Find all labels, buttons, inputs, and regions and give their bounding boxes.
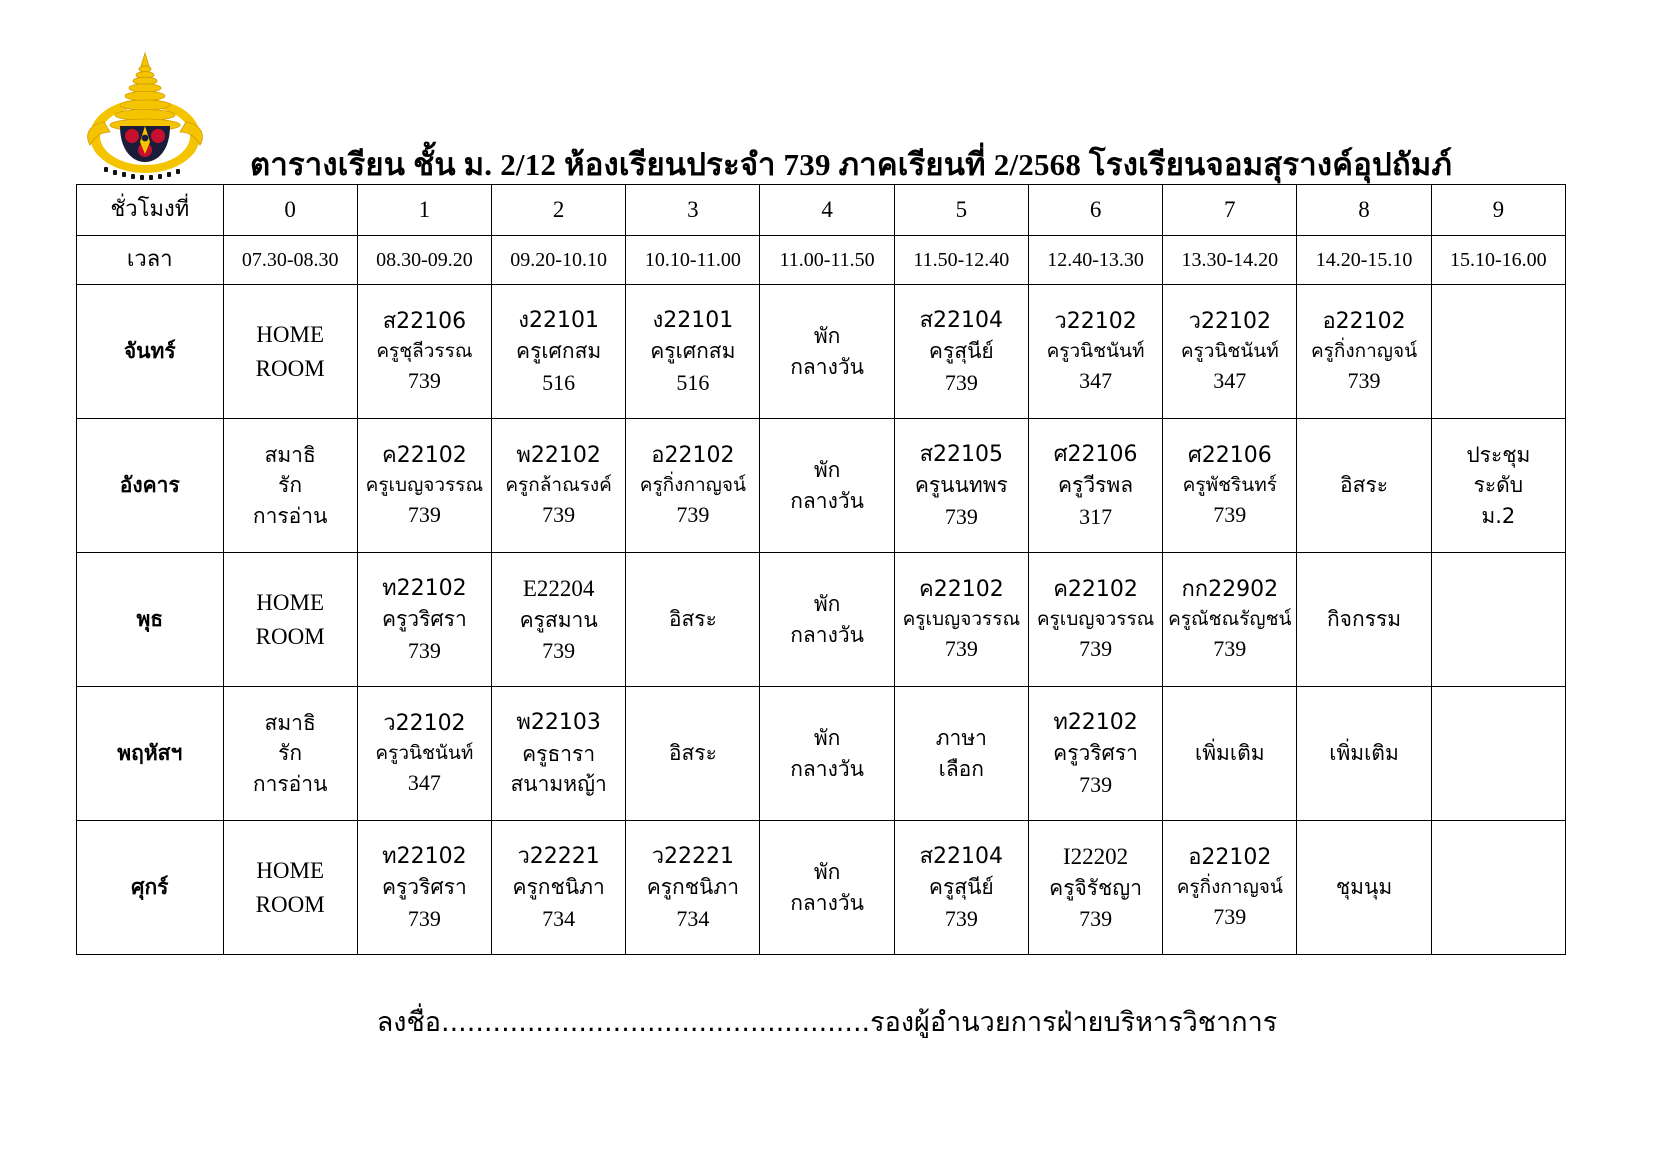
cell-line-thai: ครูกชนิภา: [512, 875, 605, 900]
cell-line-room: 734: [676, 905, 710, 931]
period-number-5: 5: [894, 185, 1028, 236]
cell-line-latin: ROOM: [255, 623, 325, 649]
schedule-cell-0-5[interactable]: [894, 285, 1028, 419]
schedule-cell-4-6[interactable]: [1028, 821, 1162, 955]
schedule-cell-0-7[interactable]: [1163, 285, 1297, 419]
period-number-6: 6: [1028, 185, 1162, 236]
schedule-cell-0-6[interactable]: [1028, 285, 1162, 419]
period-number-4: 4: [760, 185, 894, 236]
schedule-table-container: [76, 184, 1566, 955]
cell-line-room: 516: [676, 369, 710, 395]
time-slot-3: 10.10-11.00: [626, 236, 760, 285]
schedule-cell-4-1[interactable]: [357, 821, 491, 955]
schedule-cell-2-3[interactable]: [626, 553, 760, 687]
day-label-1: อังคาร: [77, 419, 224, 553]
cell-line-thai: ครูเบญจวรรณ: [902, 607, 1021, 630]
schedule-cell-3-2[interactable]: [492, 687, 626, 821]
cell-content: [1029, 687, 1162, 820]
cell-line-thai: ชุมนุม: [1335, 875, 1393, 900]
cell-line-codethai: ค22102: [1053, 576, 1138, 602]
cell-line-codethai: ส22104: [919, 307, 1004, 333]
schedule-cell-2-4[interactable]: [760, 553, 894, 687]
cell-content: [1297, 821, 1430, 954]
cell-content: [224, 553, 357, 686]
cell-line-thai: ครูกิ่งกาญจน์: [1176, 875, 1283, 898]
cell-line-room: 739: [407, 368, 441, 394]
cell-line-codethai: กก22902: [1181, 576, 1279, 602]
cell-line-codethai: ท22102: [382, 843, 467, 869]
time-slot-0: 07.30-08.30: [223, 236, 357, 285]
cell-line-codethai: ศ22106: [1187, 442, 1272, 468]
cell-line-thai: ครูวริศรา: [381, 607, 467, 632]
cell-line-thai: พัก: [813, 860, 841, 885]
cell-line-thai: รัก: [278, 473, 303, 498]
cell-content: [895, 553, 1028, 686]
schedule-row: [77, 419, 1566, 553]
schedule-row: [77, 553, 1566, 687]
period-number-3: 3: [626, 185, 760, 236]
schedule-cell-0-8[interactable]: [1297, 285, 1431, 419]
cell-line-thai: ครูสุนีย์: [928, 339, 994, 364]
schedule-cell-2-9[interactable]: [1431, 553, 1565, 687]
cell-content: [1297, 419, 1430, 552]
cell-line-thai: ม.2: [1481, 503, 1516, 528]
schedule-cell-1-4[interactable]: [760, 419, 894, 553]
cell-content: [1163, 687, 1296, 820]
schedule-table: [76, 184, 1566, 955]
cell-line-room: 739: [944, 636, 978, 662]
cell-line-thai: ครูวนิชนันท์: [375, 741, 474, 764]
time-header-row: [77, 236, 1566, 285]
cell-line-codethai: ว22102: [1188, 308, 1271, 334]
cell-line-room: 739: [542, 502, 576, 528]
schedule-cell-0-0[interactable]: [223, 285, 357, 419]
cell-line-codethai: ท22102: [1053, 709, 1138, 735]
cell-line-latin: HOME: [256, 322, 325, 348]
cell-line-thai: ครูวริศรา: [1053, 741, 1138, 766]
cell-line-thai: ครูจิรัชญา: [1049, 876, 1142, 900]
signature-line: ลงชื่อ..................................................รองผู้อำนวยการฝ่ายบริหารวิชาการ: [376, 1007, 1278, 1038]
cell-content: [1432, 821, 1565, 954]
schedule-cell-3-5[interactable]: [894, 687, 1028, 821]
schedule-cell-0-4[interactable]: [760, 285, 894, 419]
cell-content: [626, 553, 759, 686]
cell-line-thai: ครูชุลีวรรณ: [376, 339, 473, 362]
cell-line-thai: กลางวัน: [790, 622, 864, 647]
cell-line-codethai: พ22102: [516, 442, 601, 468]
cell-content: [492, 553, 625, 686]
cell-line-room: 739: [944, 905, 978, 931]
period-number-0: 0: [223, 185, 357, 236]
time-slot-1: 08.30-09.20: [357, 236, 491, 285]
cell-line-thai: การอ่าน: [252, 503, 328, 528]
cell-line-room: 734: [542, 905, 576, 931]
day-label-2: พุธ: [77, 553, 224, 687]
time-row-label: เวลา: [77, 236, 224, 285]
schedule-cell-1-0[interactable]: [223, 419, 357, 553]
schedule-cell-2-2[interactable]: [492, 553, 626, 687]
schedule-cell-2-0[interactable]: [223, 553, 357, 687]
cell-line-room: 317: [1079, 503, 1113, 529]
cell-line-room: 739: [1347, 368, 1381, 394]
schedule-cell-3-8[interactable]: [1297, 687, 1431, 821]
cell-content: [358, 687, 491, 820]
schedule-cell-4-9[interactable]: [1431, 821, 1565, 955]
cell-line-codethai: พ22103: [516, 710, 601, 736]
schedule-cell-3-3[interactable]: [626, 687, 760, 821]
cell-content: [895, 687, 1028, 820]
cell-content: [358, 553, 491, 686]
cell-line-codethai: ส22106: [382, 308, 467, 334]
cell-content: [1029, 821, 1162, 954]
cell-line-thai: ครูเบญจวรรณ: [365, 473, 484, 496]
cell-content: [224, 687, 357, 820]
cell-content: [1297, 285, 1430, 418]
cell-content: [224, 419, 357, 552]
cell-content: [358, 821, 491, 954]
cell-line-thai: ครูวีรพล: [1058, 473, 1134, 498]
cell-content: [895, 285, 1028, 418]
cell-line-thai: ครูกิ่งกาญจน์: [1310, 339, 1418, 362]
cell-content: [626, 821, 759, 954]
cell-content: [492, 285, 625, 418]
schedule-cell-3-1[interactable]: [357, 687, 491, 821]
cell-content: [1432, 285, 1565, 418]
schedule-cell-1-6[interactable]: [1028, 419, 1162, 553]
cell-line-thai: อิสระ: [1340, 473, 1389, 498]
schedule-cell-1-5[interactable]: [894, 419, 1028, 553]
schedule-cell-4-8[interactable]: [1297, 821, 1431, 955]
schedule-cell-1-8[interactable]: [1297, 419, 1431, 553]
cell-line-thai: ครูกชนิภา: [646, 875, 740, 900]
period-header-row: [77, 185, 1566, 236]
cell-content: [760, 419, 893, 552]
cell-line-latin: HOME: [256, 858, 325, 884]
cell-content: [358, 419, 491, 552]
cell-line-thai: ครูเศกสม: [650, 339, 736, 364]
cell-content: [1432, 553, 1565, 686]
cell-line-codethai: ง22101: [518, 307, 599, 333]
cell-line-thai: กลางวัน: [790, 354, 864, 379]
cell-content: [1029, 553, 1162, 686]
cell-content: [492, 419, 625, 552]
cell-line-latin: ROOM: [255, 355, 325, 381]
cell-line-thai: พัก: [813, 458, 841, 483]
cell-line-thai: ครูพัชรินทร์: [1182, 473, 1277, 496]
schedule-cell-0-1[interactable]: [357, 285, 491, 419]
cell-line-codethai: ส22104: [919, 843, 1004, 869]
schedule-row: [77, 285, 1566, 419]
period-number-8: 8: [1297, 185, 1431, 236]
cell-line-room: 516: [542, 369, 576, 395]
cell-content: [1297, 553, 1430, 686]
cell-line-thai: ครูวนิชนันท์: [1180, 339, 1279, 362]
cell-line-thai: ครูกิ่งกาญจน์: [639, 473, 746, 496]
time-slot-8: 14.20-15.10: [1297, 236, 1431, 285]
schedule-cell-2-1[interactable]: [357, 553, 491, 687]
schedule-cell-4-3[interactable]: [626, 821, 760, 955]
cell-line-room: 739: [1079, 906, 1113, 932]
schedule-cell-2-5[interactable]: [894, 553, 1028, 687]
cell-line-thai: เพิ่มเติม: [1329, 741, 1399, 766]
cell-content: [1163, 553, 1296, 686]
schedule-cell-3-7[interactable]: [1163, 687, 1297, 821]
cell-line-room: 739: [1213, 502, 1247, 528]
cell-line-room: 739: [1079, 636, 1113, 662]
period-row-label: ชั่วโมงที่: [77, 185, 224, 236]
cell-line-thai: ครูเบญจวรรณ: [1036, 607, 1155, 630]
cell-content: [1163, 419, 1296, 552]
cell-line-latin: I22202: [1062, 843, 1129, 869]
day-label-4: ศุกร์: [77, 821, 224, 955]
cell-line-room: 739: [1213, 636, 1247, 662]
schedule-cell-4-4[interactable]: [760, 821, 894, 955]
cell-line-thai: ครูสุนีย์: [928, 875, 994, 900]
schedule-cell-0-2[interactable]: [492, 285, 626, 419]
schedule-cell-3-9[interactable]: [1431, 687, 1565, 821]
time-slot-9: 15.10-16.00: [1431, 236, 1565, 285]
schedule-cell-1-7[interactable]: [1163, 419, 1297, 553]
cell-line-room: 739: [1213, 904, 1247, 930]
cell-line-thai: ระดับ: [1473, 473, 1524, 498]
cell-line-thai: อิสระ: [668, 741, 717, 766]
cell-content: [626, 687, 759, 820]
schedule-cell-1-1[interactable]: [357, 419, 491, 553]
cell-line-thai: สมาธิ: [264, 710, 316, 735]
cell-content: [626, 285, 759, 418]
day-label-0: จันทร์: [77, 285, 224, 419]
schedule-cell-1-3[interactable]: [626, 419, 760, 553]
schedule-cell-1-2[interactable]: [492, 419, 626, 553]
cell-line-thai: เลือก: [938, 756, 985, 781]
page-title: ตารางเรียน ชั้น ม. 2/12 ห้องเรียนประจำ 739 ภาคเรียนที่ 2/2568 โรงเรียนจอมสุรางค์อุปถัมภ์: [250, 147, 1453, 182]
cell-line-room: 739: [407, 637, 441, 663]
cell-line-thai: ประชุม: [1466, 442, 1531, 467]
cell-line-thai: สมาธิ: [264, 442, 316, 467]
cell-content: [492, 687, 625, 820]
cell-line-thai: ครูนนทพร: [914, 473, 1008, 498]
period-number-2: 2: [492, 185, 626, 236]
schedule-cell-4-2[interactable]: [492, 821, 626, 955]
cell-line-codethai: ว22102: [1054, 308, 1137, 334]
cell-content: [760, 553, 893, 686]
schedule-cell-3-0[interactable]: [223, 687, 357, 821]
cell-content: [1432, 687, 1565, 820]
cell-line-thai: ครูเศกสม: [516, 339, 602, 364]
cell-line-room: 739: [944, 369, 978, 395]
cell-line-thai: ครูวนิชนันท์: [1046, 339, 1145, 362]
cell-content: [760, 687, 893, 820]
cell-line-room: 739: [944, 503, 978, 529]
time-slot-4: 11.00-11.50: [760, 236, 894, 285]
schedule-cell-4-5[interactable]: [894, 821, 1028, 955]
cell-line-thai: ครูสมาน: [519, 608, 598, 632]
cell-line-thai: รัก: [278, 741, 303, 766]
cell-line-room: 739: [676, 502, 710, 528]
cell-line-codethai: อ22102: [651, 442, 735, 468]
cell-content: [358, 285, 491, 418]
period-number-7: 7: [1163, 185, 1297, 236]
cell-line-room: 347: [1213, 368, 1247, 394]
schedule-cell-3-4[interactable]: [760, 687, 894, 821]
cell-content: [224, 821, 357, 954]
cell-line-codethai: ง22101: [652, 307, 734, 333]
time-slot-5: 11.50-12.40: [894, 236, 1028, 285]
cell-line-thai: ครูวริศรา: [381, 875, 467, 900]
document-header: [0, 40, 1654, 180]
schedule-row: [77, 821, 1566, 955]
cell-content: [492, 821, 625, 954]
cell-line-thai: อิสระ: [668, 607, 717, 632]
cell-line-thai: เพิ่มเติม: [1195, 741, 1265, 766]
cell-content: [1029, 285, 1162, 418]
cell-line-codethai: ว22221: [651, 843, 735, 869]
cell-line-thai: กลางวัน: [790, 488, 864, 513]
schedule-cell-3-6[interactable]: [1028, 687, 1162, 821]
cell-line-thai: ครูณัชณรัญชน์: [1168, 607, 1292, 630]
cell-line-thai: กิจกรรม: [1326, 607, 1402, 632]
cell-line-room: 739: [1079, 771, 1113, 797]
schedule-cell-2-7[interactable]: [1163, 553, 1297, 687]
cell-line-thai: ครูธารา: [522, 742, 596, 766]
cell-line-codethai: อ22102: [1322, 308, 1406, 334]
cell-line-thai: พัก: [813, 324, 841, 349]
cell-content: [1163, 285, 1296, 418]
school-crest-logo: [80, 50, 210, 185]
time-slot-7: 13.30-14.20: [1163, 236, 1297, 285]
cell-content: [760, 821, 893, 954]
period-number-1: 1: [357, 185, 491, 236]
period-number-9: 9: [1431, 185, 1565, 236]
cell-line-thai: กลางวัน: [790, 890, 864, 915]
cell-line-thai: การอ่าน: [252, 771, 328, 796]
cell-line-codethai: ว22102: [383, 710, 466, 736]
cell-content: [626, 419, 759, 552]
cell-line-room: 739: [407, 905, 441, 931]
cell-content: [895, 821, 1028, 954]
schedule-row: [77, 687, 1566, 821]
cell-line-codethai: ค22102: [918, 576, 1004, 602]
cell-line-thai: ครูกล้าณรงค์: [505, 473, 612, 496]
cell-line-codethai: ว22221: [517, 843, 600, 869]
cell-line-room: 739: [407, 502, 441, 528]
schedule-cell-0-3[interactable]: [626, 285, 760, 419]
cell-line-room: 347: [407, 770, 441, 796]
schedule-cell-1-9[interactable]: [1431, 419, 1565, 553]
cell-line-room: 739: [542, 638, 576, 664]
schedule-cell-4-7[interactable]: [1163, 821, 1297, 955]
cell-line-latin: HOME: [256, 590, 325, 616]
cell-content: [224, 285, 357, 418]
day-label-3: พฤหัสฯ: [77, 687, 224, 821]
cell-line-thai: พัก: [813, 592, 841, 617]
cell-content: [1163, 821, 1296, 954]
cell-line-codethai: อ22102: [1188, 844, 1272, 870]
cell-line-codethai: ค22102: [382, 442, 467, 468]
cell-content: [1297, 687, 1430, 820]
cell-line-latin: ROOM: [255, 891, 325, 917]
cell-line-codethai: ศ22106: [1053, 441, 1138, 467]
cell-content: [760, 285, 893, 418]
schedule-cell-2-6[interactable]: [1028, 553, 1162, 687]
cell-line-room: 347: [1079, 368, 1113, 394]
cell-line-thai: กลางวัน: [790, 756, 864, 781]
cell-line-thai: พัก: [813, 726, 841, 751]
schedule-cell-4-0[interactable]: [223, 821, 357, 955]
cell-content: [895, 419, 1028, 552]
time-slot-2: 09.20-10.10: [492, 236, 626, 285]
time-slot-6: 12.40-13.30: [1028, 236, 1162, 285]
cell-line-thai: สนามหญ้า: [510, 772, 607, 797]
cell-content: [1029, 419, 1162, 552]
schedule-cell-2-8[interactable]: [1297, 553, 1431, 687]
cell-line-codethai: ท22102: [382, 575, 467, 601]
cell-line-latin: E22204: [522, 575, 595, 601]
schedule-cell-0-9[interactable]: [1431, 285, 1565, 419]
cell-line-thai: ภาษา: [935, 726, 987, 751]
cell-content: [1432, 419, 1565, 552]
cell-line-codethai: ส22105: [919, 441, 1004, 467]
